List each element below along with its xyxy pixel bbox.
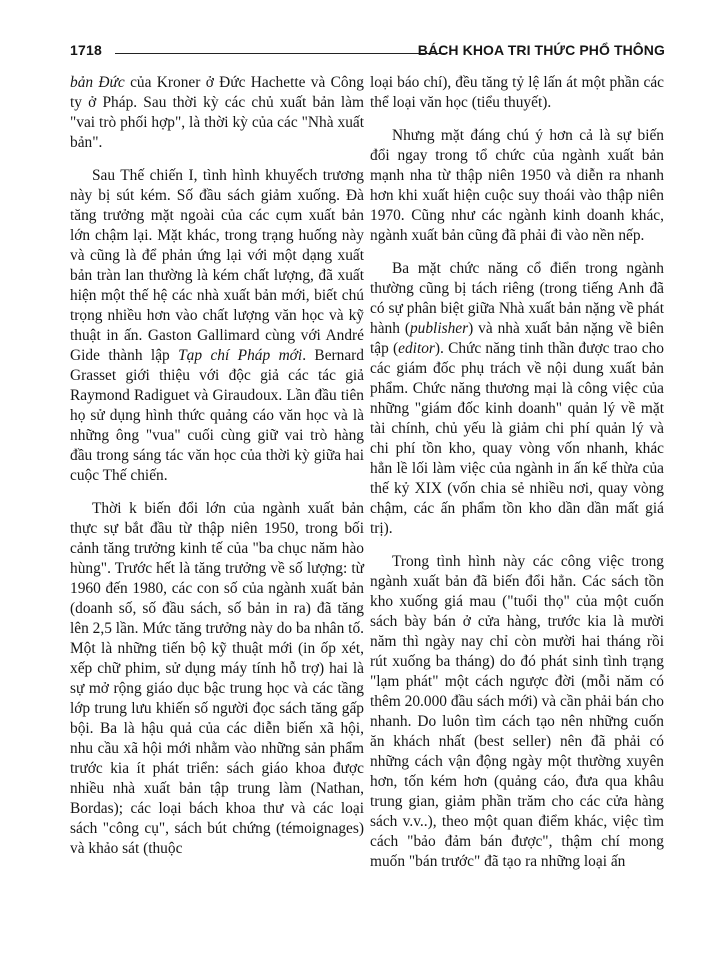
left-column: [70, 73, 364, 872]
paragraph: bản Đức của Kroner ở Đức Hachette và Công ty ở Pháp. Sau thời kỳ các chủ xuất bản làm "vai trò phối hợp", là thời kỳ của các "Nhà xuất bản".: [70, 74, 364, 151]
italic-term: Tạp chí Pháp mới: [178, 347, 303, 364]
paragraph: Nhưng mặt đáng chú ý hơn cả là sự biến đổi ngay trong tổ chức của ngành xuất bản mạnh nha từ thập niên 1950 và diễn ra nhanh hơn khi xuất hiện cuộc suy thoái vào thập niên 1970. Cũng như các ngành kinh doanh khác, ngành xuất bản cũng đã phải đi vào nền nếp.: [370, 127, 664, 244]
page-number: 1718: [70, 42, 102, 58]
running-title: BÁCH KHOA TRI THỨC PHỔ THÔNG: [417, 42, 665, 58]
italic-term: editor: [398, 340, 435, 357]
header-rule: [115, 53, 445, 54]
paragraph: Thời k biến đổi lớn của ngành xuất bản thực sự bắt đầu từ thập niên 1950, trong bối cảnh tăng trưởng kinh tế của "ba chục năm hào hùng". Trước hết là tăng trưởng về số lượng: từ 1960 đến 1980, các con số của ngành xuất bản (doanh số, số đầu sách, số bản in ra) đã tăng lên 2,5 lần. Mức tăng trưởng này do ba nhân tố. Một là những tiến bộ kỹ thuật mới (in ốp xét, xếp chữ phim, sử dụng máy tính hỗ trợ) hai là sự mở rộng giáo dục bậc trung học và các tầng lớp trung lưu khiến số người đọc sách tăng gấp bội. Ba là hậu quả của các diễn biến xã hội, nhu cầu xã hội mới nhằm vào những sản phẩm trước kia ít phát triển: sách giáo khoa được nhiều nhà xuất bản tập trung làm (Nathan, Bordas); các loại bách khoa thư và các loại sách "công cụ", sách bút chứng (témoignages) và khảo sát (thuộc: [70, 500, 364, 857]
italic-term: bản Đức: [70, 74, 125, 91]
right-column: [370, 73, 664, 885]
page-header: [70, 40, 665, 64]
paragraph: Ba mặt chức năng cổ điển trong ngành thường cũng bị tách riêng (trong tiếng Anh đã có sự phân biệt giữa Nhà xuất bản nặng về phát hành (publisher) và nhà xuất bản nặng về biên tập (editor). Chức năng tinh thần được trao cho các giám đốc phụ trách về nội dung xuất bản phẩm. Chức năng thương mại là công việc của những "giám đốc kinh doanh" quản lý về mặt tài chính, chủ yếu là giảm chi phí quản lý và chi phí tồn kho, quay vòng vốn nhanh, khác hẳn lề lối làm việc của ngành in ấn kế thừa của thế kỷ XIX (vốn chia sẻ nhiều nơi, quay vòng chậm, các ấn phẩm tồn kho dần dần mất giá trị).: [370, 260, 665, 537]
paragraph: Sau Thế chiến I, tình hình khuyếch trương này bị sút kém. Số đầu sách giảm xuống. Đà tăng trưởng mặt ngoài của các cụm xuất bản lớn chậm lại. Mặt khác, trong trạng huống này và cũng là để phản ứng lại với một dạng xuất bản tràn lan thường là kém chất lượng, đã xuất hiện một thế hệ các nhà xuất bản mới, biết chú trọng nhiều hơn vào chất lượng văn học và kỹ thuật in ấn. Gaston Gallimard cùng với André Gide thành lập Tạp chí Pháp mới. Bernard Grasset giới thiệu với độc giả các tác giả Raymond Radiguet và Giraudoux. Lần đầu tiên họ sử dụng hình thức quảng cáo văn học và là những ông "vua" cuối cùng giữ vai trò hàng đầu trong sáng tác văn học của thời kỳ giữa hai cuộc Thế chiến.: [70, 167, 365, 484]
paragraph: Trong tình hình này các công việc trong ngành xuất bản đã biến đổi hẳn. Các sách tồn kho xuống giá mau ("tuổi thọ" của một cuốn sách bày bán ở cửa hàng, trước kia là mười năm thì ngày nay chỉ còn mười hai tháng rồi rút xuống ba tháng) do đó phát sinh tình trạng "lạm phát" một cách ngược đời (mỗi năm có thêm 20.000 đầu sách mới) và cần phải bán cho nhanh. Do luôn tìm cách tạo nên những cuốn ăn khách nhất (best seller) nên đã phải có những cách vận động ngày một thường xuyên hơn, tốn kém hơn (quảng cáo, đưa qua khâu trung gian, giảm phần trăm cho các cửa hàng sách v.v..), theo một quan điểm khác, việc tìm cách "bảo đảm bán được", thậm chí mong muốn "bán trước" đã tạo ra những loại ấn: [370, 553, 664, 870]
paragraph: loại báo chí), đều tăng tỷ lệ lấn át một phần các thể loại văn học (tiểu thuyết).: [370, 74, 664, 111]
italic-term: publisher: [409, 320, 469, 337]
